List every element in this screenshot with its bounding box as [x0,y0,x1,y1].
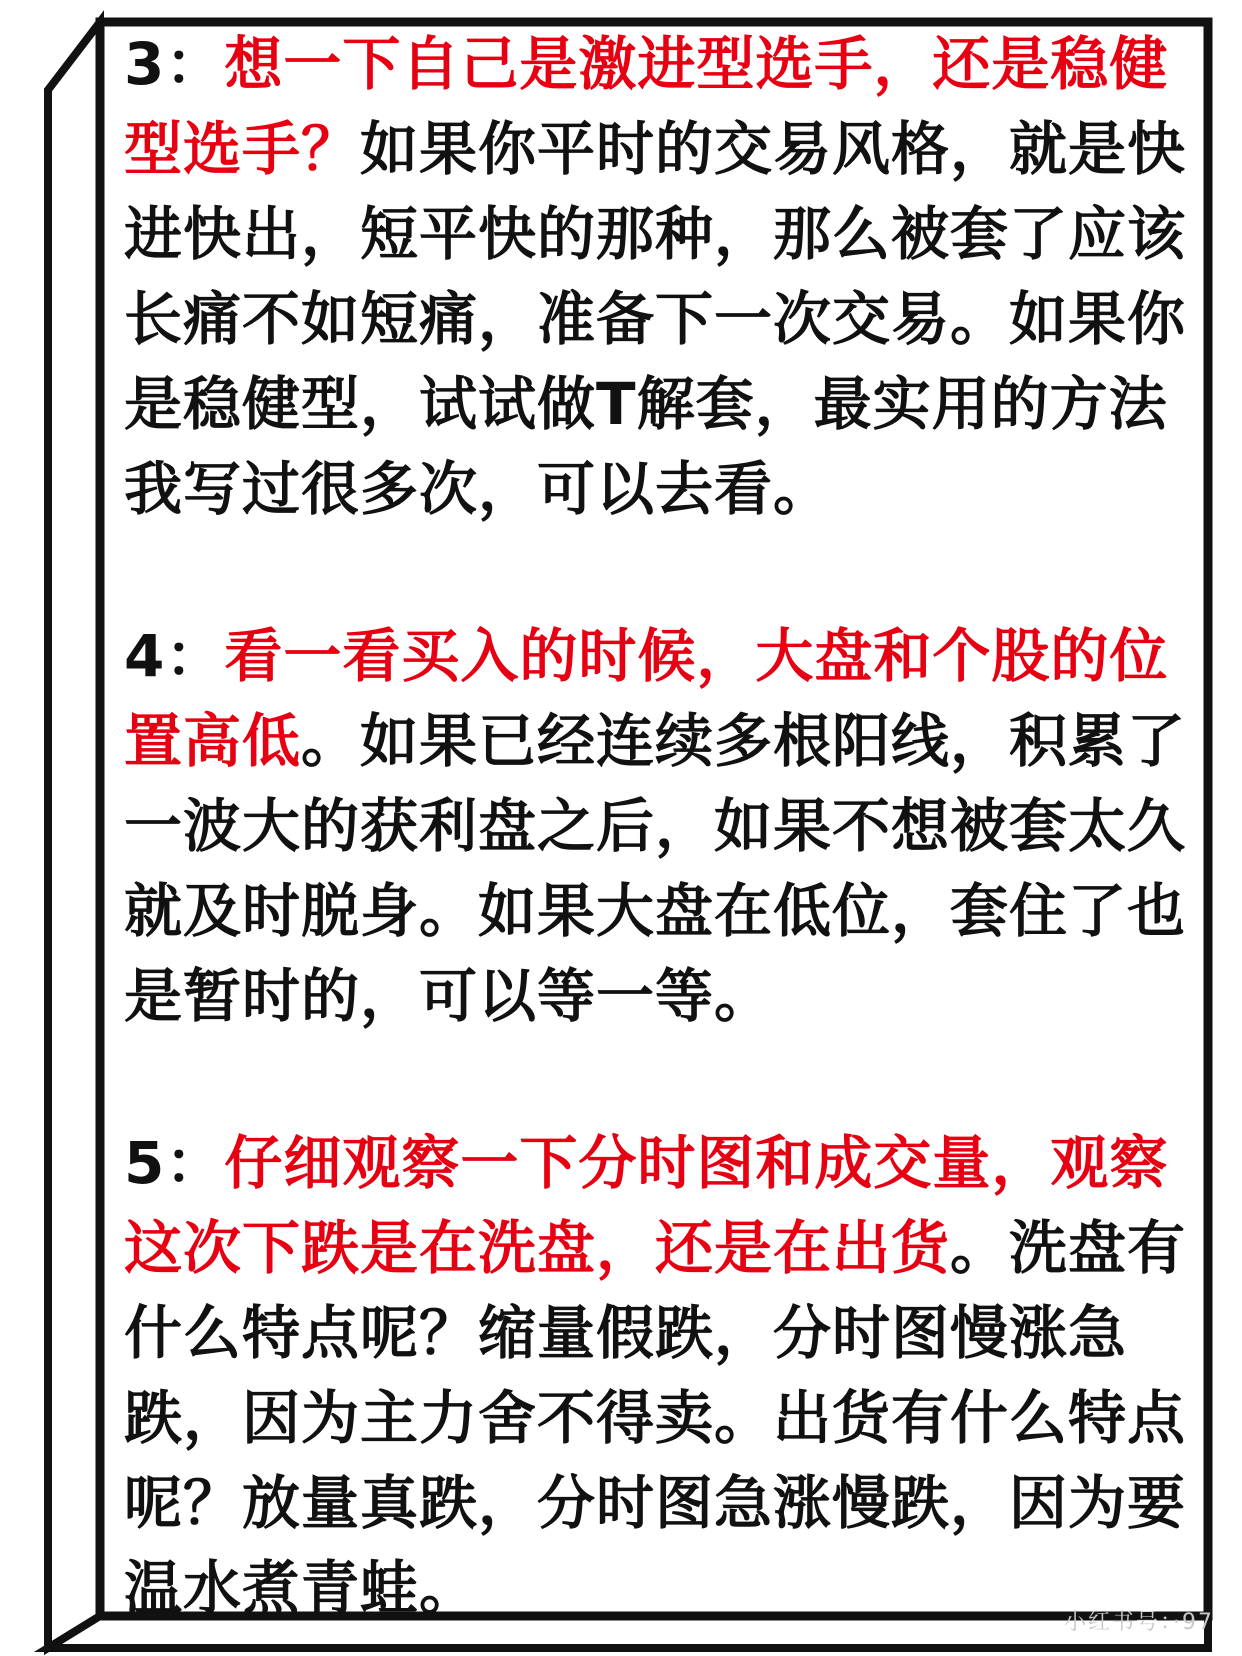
section-number: 4： [124,622,225,690]
section-number: 3： [124,30,225,98]
section-body: 。如果已经连续多根阳线，积累了一波大的获利盘之后，如果不想被套太久就及时脱身。如果大盘在低位，套住了也是暂时的，可以等一等。 [124,707,1187,1030]
section-highlight: 看一看买入的时候，大盘和个股的位置高低 [124,622,1169,775]
watermark: 小红书号：·97 [1064,1610,1214,1635]
section-body: 如果你平时的交易风格，就是快进快出，短平快的那种，那么被套了应该长痛不如短痛，准备下一次交易。如果你是稳健型，试试做T解套，最实用的方法我写过很多次，可以去看。 [124,115,1187,523]
section-4 [124,614,1204,1039]
section-3 [124,22,1204,532]
section-body: 。洗盘有什么特点呢？缩量假跌，分时图慢涨急跌，因为主力舍不得卖。出货有什么特点呢？放量真跌，分时图急涨慢跌，因为要温水煮青蛙。 [124,1214,1187,1622]
section-number: 5： [124,1129,225,1197]
section-highlight: 想一下自己是激进型选手，还是稳健型选手？ [124,30,1169,183]
article-content [124,22,1204,1631]
section-5 [124,1121,1204,1631]
section-highlight: 仔细观察一下分时图和成交量，观察这次下跌是在洗盘，还是在出货 [124,1129,1169,1282]
